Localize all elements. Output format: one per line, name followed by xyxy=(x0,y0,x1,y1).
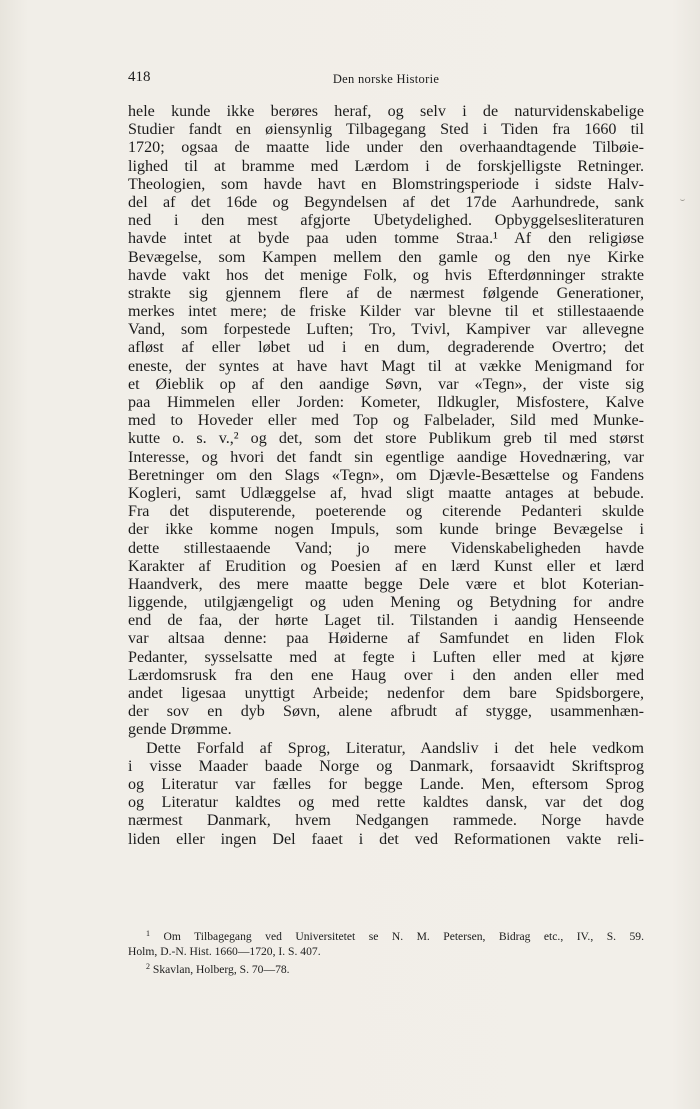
page-header xyxy=(128,69,644,93)
text-line: Pedanter, sysselsatte med at fegte i Luften eller med at kjøre xyxy=(128,648,644,666)
text-line: Theologien, som havde havt en Blomstringsperiode i sidste Halv- xyxy=(128,175,644,193)
paper-speck xyxy=(680,196,685,201)
text-line: havde vakt hos det menige Folk, og hvis Efterdønninger strakte xyxy=(128,266,644,284)
text-line: Interesse, og hvori det fandt sin egentlige aandige Hovednæring, var xyxy=(128,448,644,466)
footnote-2-text: Skavlan, Holberg, S. 70—78. xyxy=(152,963,290,976)
text-line: del af det 16de og Begyndelsen af det 17de Aarhundrede, sank xyxy=(128,193,644,211)
text-line: med to Hoveder eller med Top og Falbelader, Sild med Munke- xyxy=(128,412,644,430)
text-line: paa Himmelen eller Jorden: Kometer, Ildkugler, Misfostere, Kalve xyxy=(128,394,644,411)
text-line: liden eller ingen Del faaet i det ved Reformationen vakte reli- xyxy=(128,830,644,848)
text-line: Haandverk, des mere maatte begge Dele være et blot Koterian- xyxy=(128,575,644,593)
text-line: lighed til at bramme med Lærdom i de forskjelligste Retninger. xyxy=(128,157,644,175)
page-number: 418 xyxy=(128,69,151,85)
running-title: Den norske Historie xyxy=(332,72,440,86)
footnote-1-text: Om Tilbagegang ved Universitetet se N. M. Petersen, Bidrag etc., IV., S. 59. xyxy=(163,930,645,943)
text-line: nærmest Danmark, hvem Nedgangen rammede. Norge havde xyxy=(128,812,644,830)
footnote-marker: 2 xyxy=(146,962,150,971)
footnotes xyxy=(128,926,644,977)
text-line: Karakter af Erudition og Poesien af en lærd Kunst eller et lærd xyxy=(128,557,644,575)
text-line: dette stillestaaende Vand; jo mere Videnskabeligheden havde xyxy=(128,539,644,557)
footnote-marker: 1 xyxy=(146,929,150,938)
text-line: liggende, utilgjængeligt og uden Mening og Betydning for andre xyxy=(128,594,644,612)
text-line: havde intet at byde paa uden tomme Straa.¹ Af den religiøse xyxy=(128,230,644,248)
body-text xyxy=(128,103,644,849)
footnote-1-continuation: Holm, D.-N. Hist. 1660—1720, I. S. 407. xyxy=(128,945,321,958)
text-line: var altsaa denne: paa Høiderne af Samfundet en liden Flok xyxy=(128,630,644,648)
text-line: Kogleri, samt Udlæggelse af, hvad sligt maatte antages at bebude. xyxy=(128,484,644,502)
text-line: andet ligesaa unyttigt Arbeide; nedenfor dem bare Spidsborgere, xyxy=(128,685,644,702)
text-line: ned i den mest afgjorte Ubetydelighed. Opbyggelsesliteraturen xyxy=(128,212,644,230)
text-line: der sov en dyb Søvn, alene afbrudt af stygge, usammenhæn- xyxy=(128,703,644,721)
text-line: Vand, som forpestede Luften; Tro, Tvivl, Kampiver var allevegne xyxy=(128,321,644,339)
text-line: Beretninger om den Slags «Tegn», om Djævle-Besættelse og Fandens xyxy=(128,466,644,484)
text-line: der ikke komme nogen Impuls, som kunde bringe Bevægelse i xyxy=(128,521,644,539)
text-line: i visse Maader baade Norge og Danmark, forsaavidt Skriftsprog xyxy=(128,757,644,775)
text-line: merkes intet mere; de friske Kilder var blevne til et stillestaaende xyxy=(128,303,644,321)
text-line: Bevægelse, som Kampen mellem den gamle og den nye Kirke xyxy=(128,248,644,266)
text-line: eneste, der syntes at have havt Magt til at vække Menigmand for xyxy=(128,357,644,375)
text-line: et Øieblik op af den aandige Søvn, var «Tegn», der viste sig xyxy=(128,375,644,393)
paragraph-end-line: gende Drømme. xyxy=(128,721,232,739)
text-line: og Literatur var fælles for begge Lande. Men, eftersom Sprog xyxy=(128,775,644,793)
text-line: Fra det disputerende, poeterende og citerende Pedanteri skulde xyxy=(128,503,644,521)
text-line: kutte o. s. v.,² og det, som det store Publikum greb til med størst xyxy=(128,430,644,448)
text-line: strakte sig gjennem flere af de nærmest følgende Generationer, xyxy=(128,284,644,302)
text-line: end de faa, der hørte Laget til. Tilstanden i aandig Henseende xyxy=(128,612,644,630)
text-line: 1720; ogsaa de maatte lide under den overhaandtagende Tilbøie- xyxy=(128,139,644,157)
text-line: Studier fandt en øiensynlig Tilbagegang Sted i Tiden fra 1660 til xyxy=(128,121,644,139)
text-line: og Literatur kaldtes og med rette kaldtes dansk, var det dog xyxy=(128,794,644,812)
text-line: hele kunde ikke berøres heraf, og selv i de naturvidenskabelige xyxy=(128,103,644,120)
footnote-2 xyxy=(128,959,644,977)
text-line: Lærdomsrusk fra den ene Haug over i den anden eller med xyxy=(128,666,644,684)
footnote-1 xyxy=(128,926,644,944)
paragraph-start-line: Dette Forfald af Sprog, Literatur, Aandsliv i det hele vedkom xyxy=(146,739,644,757)
text-line: afløst af eller løbet ud i en dum, degraderende Overtro; det xyxy=(128,339,644,357)
